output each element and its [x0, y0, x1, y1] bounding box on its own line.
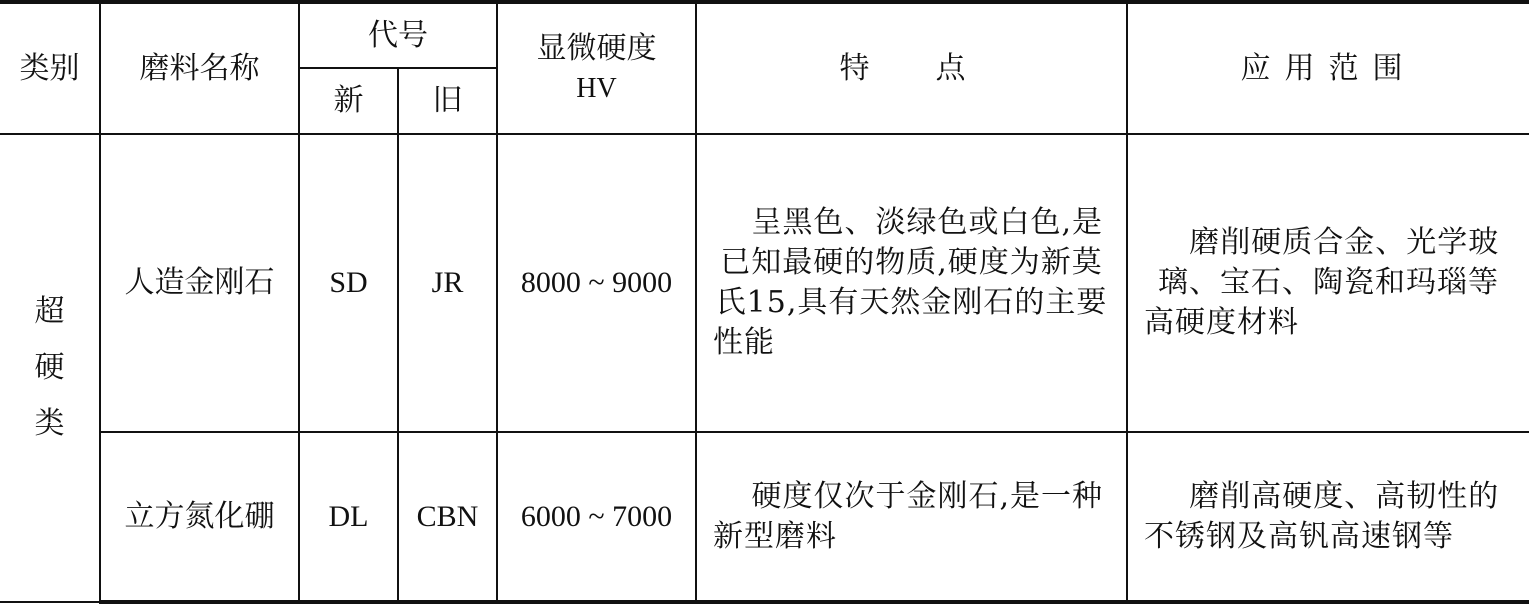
row2-code-old: CBN: [398, 432, 497, 602]
header-code-old: 旧: [398, 68, 497, 134]
row1-application: 磨削硬质合金、光学玻璃、宝石、陶瓷和玛瑙等高硬度材料: [1144, 225, 1500, 340]
row2-features: 硬度仅次于金刚石,是一种新型磨料: [713, 478, 1104, 554]
header-abrasive-name: 磨料名称: [100, 2, 299, 134]
header-features: 特 点: [696, 2, 1127, 134]
row1-code-new: SD: [299, 134, 398, 432]
row1-application-cell: [1127, 134, 1529, 432]
group-category-cell: [0, 134, 100, 602]
row1-features-cell: [696, 134, 1127, 432]
header-code: 代号: [299, 2, 497, 68]
header-hardness-line2: HV: [576, 72, 617, 104]
row2-name: 立方氮化硼: [100, 432, 299, 602]
row2-features-cell: [696, 432, 1127, 602]
row1-features: 呈黑色、淡绿色或白色,是已知最硬的物质,硬度为新莫氏15,具有天然金刚石的主要性能: [713, 205, 1108, 360]
header-application: 应用范围: [1127, 2, 1529, 134]
header-code-new: 新: [299, 68, 398, 134]
row2-application-cell: [1127, 432, 1529, 602]
row2-code-new: DL: [299, 432, 398, 602]
header-category: 类别: [0, 2, 100, 134]
row1-hardness: 8000 ~ 9000: [497, 134, 696, 432]
group-category: 超硬类: [34, 294, 65, 441]
row1-name: 人造金刚石: [100, 134, 299, 432]
header-hardness-line1: 显微硬度: [536, 30, 657, 66]
header-hardness: [497, 2, 696, 134]
row2-hardness: 6000 ~ 7000: [497, 432, 696, 602]
row1-code-old: JR: [398, 134, 497, 432]
row2-application: 磨削高硬度、高韧性的不锈钢及高钒高速钢等: [1144, 478, 1500, 554]
